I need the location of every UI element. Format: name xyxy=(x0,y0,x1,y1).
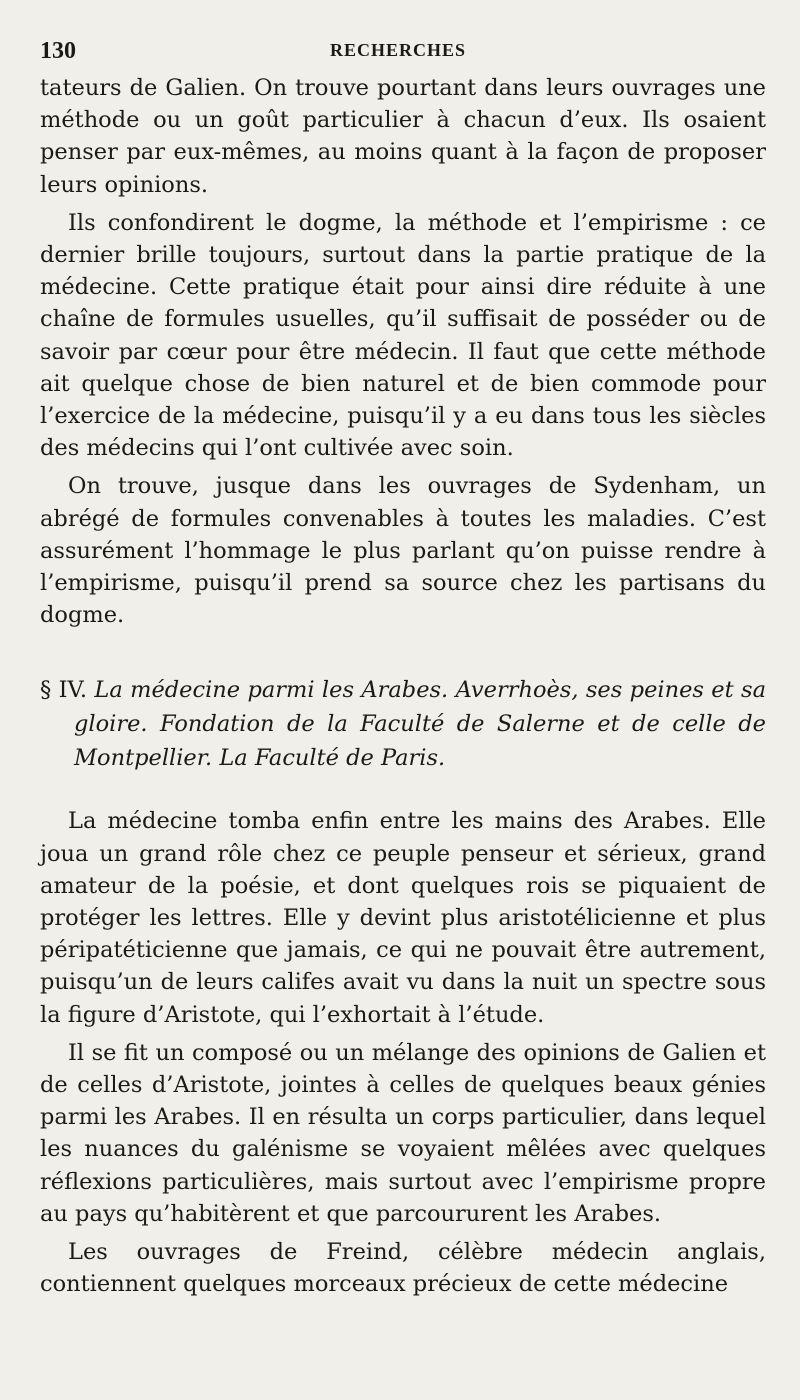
paragraph-arabs: La médecine tomba enfin entre les mains des Arabes. Elle joua un grand rôle chez ce peuple penseur et sérieux, grand amateur de la poésie, et dont quelques rois se piquaient de protéger les lettres. Elle y devint plus aristotélicienne et plus péripatéticienne que jamais, ce qui ne pouvait être autrement, puisqu’un de leurs califes avait vu dans la nuit un spectre sous la figure d’Aristote, qui l’exhortait à l’étude. xyxy=(40,808,766,1028)
running-title: RECHERCHES xyxy=(330,40,467,60)
section-number: § IV. xyxy=(40,677,87,704)
paragraph-empiricism: Ils confondirent le dogme, la méthode et l’empirisme : ce dernier brille toujours, surtout dans la partie pratique de la médecine. Cette pratique était pour ainsi dire réduite à une chaîne de formules usuelles, qu’il suffisait de posséder ou de savoir par cœur pour être médecin. Il faut que cette méthode ait quelque chose de bien naturel et de bien commode pour l’exercice de la médecine, puisqu’il y a eu dans tous les siècles des médecins qui l’ont cultivée avec soin. xyxy=(40,209,766,462)
running-head xyxy=(40,36,766,72)
paragraph-sydenham: On trouve, jusque dans les ouvrages de Sydenham, un abrégé de formules convenables à toutes les maladies. C’est assurément l’hommage le plus parlant qu’on puisse rendre à l’empirisme, puisqu’il prend sa source chez les partisans du dogme. xyxy=(40,473,766,629)
page-number: 130 xyxy=(40,38,76,64)
section-title: La médecine parmi les Arabes. Averrhoès, ses peines et sa gloire. Fondation de la Faculté de Salerne et de celle de Montpellier. La Faculté de Paris. xyxy=(74,677,766,772)
section-heading xyxy=(40,673,766,775)
paragraph-galen-aristotle: Il se fit un composé ou un mélange des opinions de Galien et de celles d’Aristote, jointes à celles de quelques beaux génies parmi les Arabes. Il en résulta un corps particulier, dans lequel les nuances du galénisme se voyaient mêlées avec quelques réflexions particulières, mais surtout avec l’empirisme propre au pays qu’habitèrent et que parcoururent les Arabes. xyxy=(40,1039,766,1227)
page-body xyxy=(40,72,766,1301)
paragraph-continued: tateurs de Galien. On trouve pourtant dans leurs ouvrages une méthode ou un goût particulier à chacun d’eux. Ils osaient penser par eux-mêmes, au moins quant à la façon de proposer leurs opinions. xyxy=(40,75,766,198)
paragraph-freind: Les ouvrages de Freind, célèbre médecin anglais, contiennent quelques morceaux précieux de cette médecine xyxy=(40,1239,766,1298)
